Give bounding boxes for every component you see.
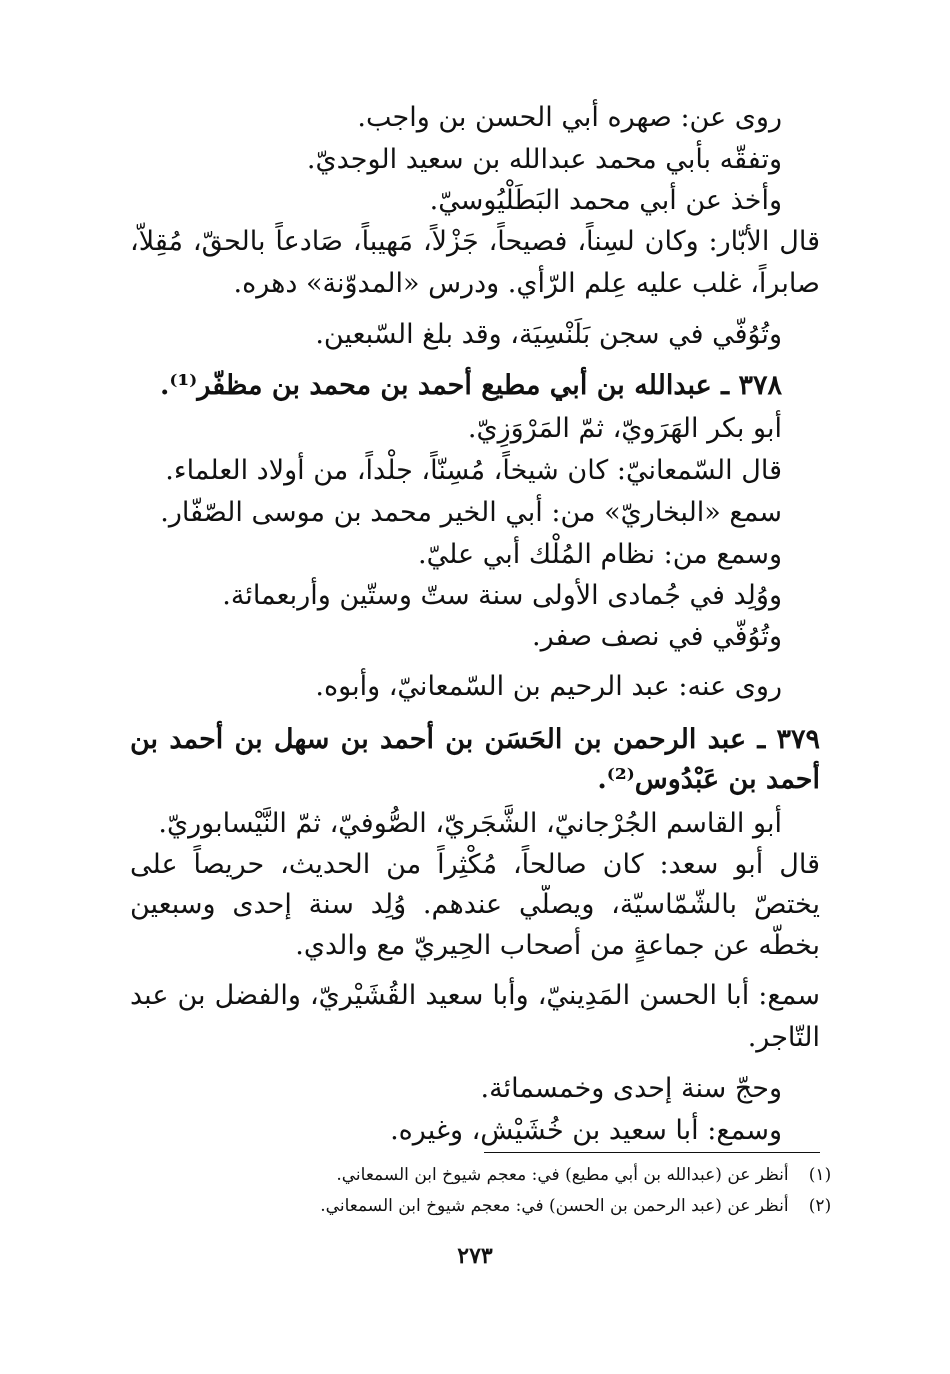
text-line: روى عن: صهره أبي الحسن بن واجب. [357, 102, 782, 133]
footnote-number: (١) [808, 1165, 832, 1185]
footnote-number: (٢) [808, 1196, 832, 1216]
text-line: أبو بكر الهَرَويّ، ثمّ المَرْوَزِيّ. [467, 413, 782, 444]
text-line: وتفقّه بأبي محمد عبدالله بن سعيد الوجديّ. [306, 144, 782, 175]
text-line: وسمع من: نظام المُلْك أبي عليّ. [418, 539, 782, 570]
text-line: سمع «البخاريّ» من: أبي الخير محمد بن موسى الصّفّار. [160, 497, 782, 528]
text-line: قال الأبّار: وكان لسِناً، فصيحاً، جَزْلاً، مَهيباً، صَادعاً بالحقّ، مُقِلاًّ، [130, 226, 820, 257]
text-line: قال أبو سعد: كان صالحاً، مُكْثِراً من الحديث، حريصاً على [130, 849, 820, 880]
text-line: يختصّ بالشّمّاسيّة، ويصلّي عندهم. وُلِد سنة إحدى وسبعين [130, 889, 820, 920]
footnote-separator [484, 1152, 820, 1153]
footnote [130, 1162, 846, 1188]
entry-heading-378: ٣٧٨ ـ عبدالله بن أبي مطيع أحمد بن محمد بن مظفّر⁽¹⁾. [160, 370, 782, 401]
text-line: روى عنه: عبد الرحيم بن السّمعانيّ، وأبوه. [315, 671, 782, 702]
text-line: أبو القاسم الجُرْجانيّ، الشَّجَريّ، الصُّوفيّ، ثمّ النَّيْسابوريّ. [158, 808, 782, 839]
footnote [130, 1193, 846, 1219]
footnote-text: أنظر عن (عبد الرحمن بن الحسن) في: معجم شيوخ ابن السمعاني. [320, 1196, 789, 1216]
text-line: قال السّمعانيّ: كان شيخاً، مُسِنّاً، جلْداً، من أولاد العلماء. [165, 455, 782, 486]
text-line: وتُوُفّي في سجن بَلَنْسِيَة، وقد بلغ السّبعين. [315, 319, 782, 350]
text-line: وتُوُفّي في نصف صفر. [531, 621, 782, 652]
text-line: التّاجر. [747, 1022, 820, 1053]
entry-heading-379-cont: أحمد بن عَبْدُوس⁽²⁾. [597, 764, 820, 795]
text-line: وحجّ سنة إحدى وخمسمائة. [480, 1073, 782, 1104]
text-line: سمع: أبا الحسن المَدِينيّ، وأبا سعيد القُشَيْريّ، والفضل بن عبد [130, 980, 820, 1011]
text-line: بخطّه عن جماعةٍ من أصحاب الحِيريّ مع والدي. [295, 930, 820, 961]
text-line: وأخذ عن أبي محمد البَطَلْيُوسيّ. [429, 185, 782, 216]
entry-heading-379: ٣٧٩ ـ عبد الرحمن بن الحَسَن بن أحمد بن سهل بن أحمد بن [130, 724, 820, 755]
text-line: وسمع: أبا سعيد بن خُشَيْش، وغيره. [390, 1115, 782, 1146]
text-line: صابراً، غلب عليه عِلم الرّأي. ودرس «المدوّنة» دهره. [233, 268, 820, 299]
page-number: ٢٧٣ [457, 1243, 493, 1269]
text-line: ووُلِد في جُمادى الأولى سنة ستّ وستّين وأربعمائة. [222, 580, 782, 611]
footnote-text: أنظر عن (عبدالله بن أبي مطيع) في: معجم شيوخ ابن السمعاني. [336, 1165, 789, 1185]
